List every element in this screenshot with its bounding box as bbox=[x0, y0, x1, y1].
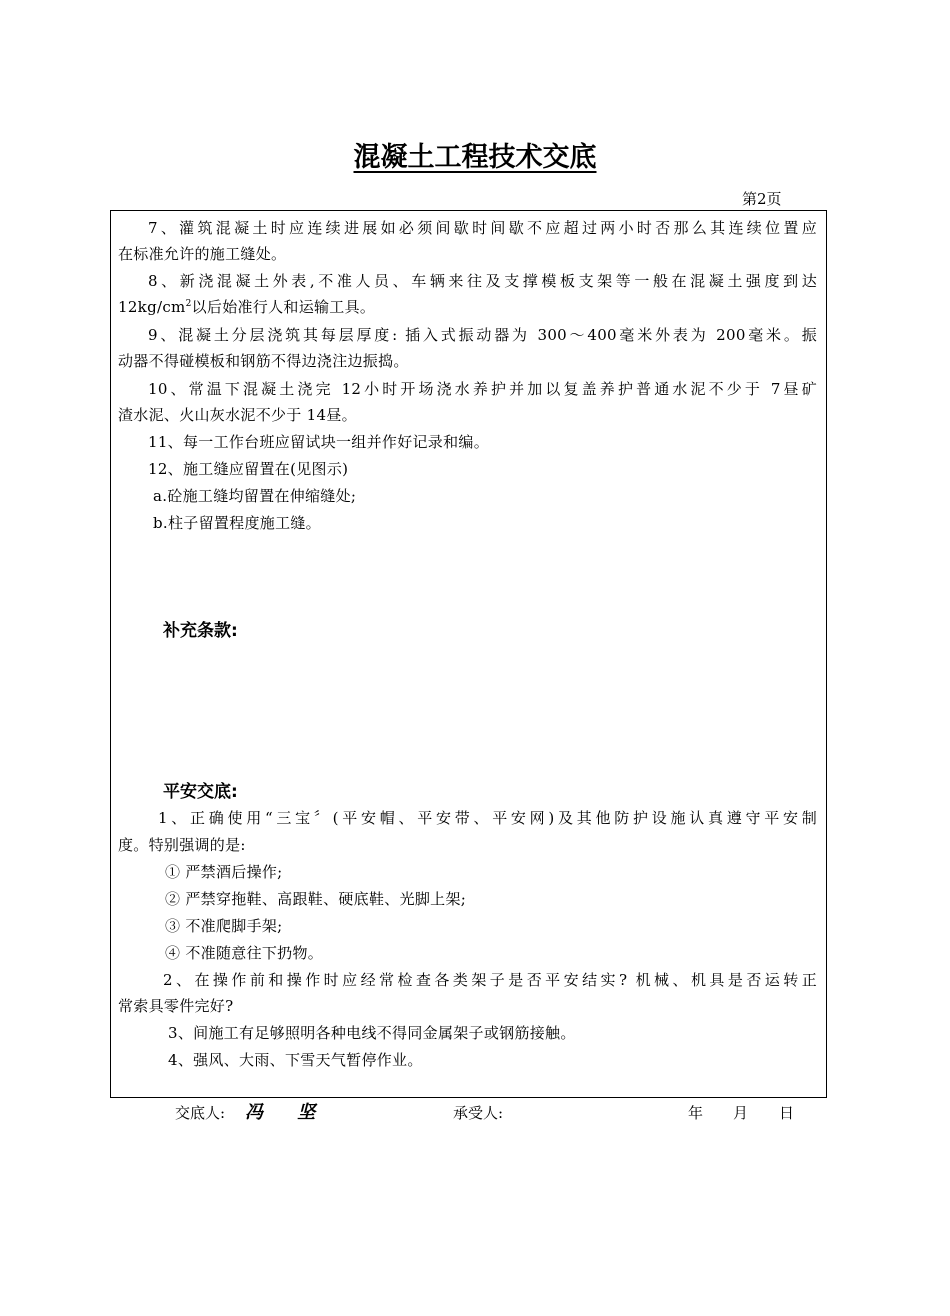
document-title bbox=[0, 138, 950, 178]
document-title-text: 混凝土工程技术交底 bbox=[353, 142, 597, 173]
paragraph-line: 11、每一工作台班应留试块一组并作好记录和编。 bbox=[148, 433, 489, 451]
supplement-heading: 补充条款: bbox=[163, 621, 238, 641]
safety-rule: ③ 不准爬脚手架; bbox=[165, 917, 283, 935]
discloser-label: 交底人: bbox=[175, 1104, 226, 1122]
safety-rule: ② 严禁穿拖鞋、高跟鞋、硬底鞋、光脚上架; bbox=[165, 890, 467, 908]
receiver-label: 承受人: bbox=[453, 1104, 504, 1122]
date-year-label: 年 bbox=[688, 1104, 704, 1122]
paragraph-line: 9、混凝土分层浇筑其每层厚度: 插入式振动器为 300～400毫米外表为 200毫米。振 bbox=[148, 326, 817, 344]
unit-continuation: 以后始准行人和运输工具。 bbox=[191, 298, 376, 316]
date-day-label: 日 bbox=[779, 1104, 795, 1122]
paragraph-line: b.柱子留置程度施工缝。 bbox=[153, 514, 321, 532]
paragraph-line: 动器不得碰模板和钢筋不得边浇注边振捣。 bbox=[118, 352, 409, 370]
paragraph-line bbox=[118, 294, 375, 320]
safety-line: 度。特别强调的是: bbox=[118, 836, 246, 854]
paragraph-line: 渣水泥、火山灰水泥不少于 14昼。 bbox=[118, 406, 357, 424]
date-month-label: 月 bbox=[733, 1104, 749, 1122]
paragraph-line: 10、常温下混凝土浇完 12小时开场浇水养护并加以复盖养护普通水泥不少于 7昼矿 bbox=[148, 380, 817, 398]
paragraph-line: 8、新浇混凝土外表,不准人员、车辆来往及支撑模板支架等一般在混凝土强度到达 bbox=[148, 272, 817, 290]
discloser-signature: 冯 坚 bbox=[245, 1102, 330, 1123]
safety-line: 1、正确使用“三宝〞(平安帽、平安带、平安网)及其他防护设施认真遵守平安制 bbox=[158, 809, 817, 827]
safety-line: 3、间施工有足够照明各种电线不得同金属架子或钢筋接触。 bbox=[168, 1024, 576, 1042]
safety-line: 4、强风、大雨、下雪天气暂停作业。 bbox=[168, 1051, 423, 1069]
safety-heading: 平安交底: bbox=[163, 782, 238, 802]
safety-line: 2、在操作前和操作时应经常检查各类架子是否平安结实? 机械、机具是否运转正 bbox=[163, 971, 817, 989]
paragraph-line: 12、施工缝应留置在(见图示) bbox=[148, 460, 349, 478]
paragraph-line: 7、灌筑混凝土时应连续进展如必须间歇时间歇不应超过两小时否那么其连续位置应 bbox=[148, 219, 817, 237]
unit-superscript: 2 bbox=[185, 299, 192, 309]
paragraph-line: a.砼施工缝均留置在伸缩缝处; bbox=[153, 487, 357, 505]
safety-rule: ④ 不准随意往下扔物。 bbox=[165, 944, 324, 962]
safety-rule: ① 严禁酒后操作; bbox=[165, 863, 283, 881]
page-number: 第2页 bbox=[742, 190, 782, 208]
paragraph-line: 在标准允许的施工缝处。 bbox=[118, 245, 287, 263]
unit-text: 12kg/cm bbox=[118, 298, 186, 316]
safety-line: 常索具零件完好? bbox=[118, 997, 234, 1015]
